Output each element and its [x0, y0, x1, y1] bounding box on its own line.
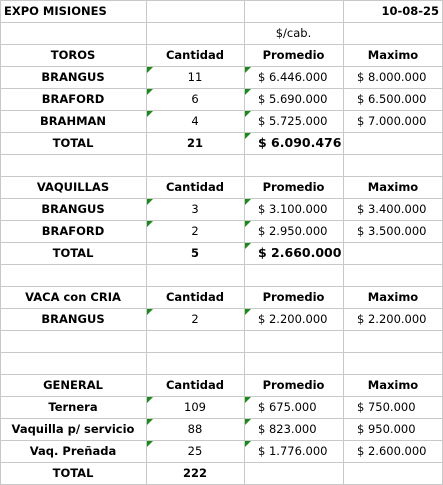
column-header: Promedio: [262, 180, 325, 194]
column-header: Promedio: [262, 378, 325, 392]
total-label: TOTAL: [52, 136, 94, 150]
column-header: Maximo: [367, 48, 419, 62]
column-header: TOROS: [50, 48, 96, 62]
grid-line: [0, 154, 443, 155]
cell-note-marker: [147, 309, 153, 315]
quantity-cell: 4: [191, 114, 199, 128]
total-quantity: 5: [190, 246, 199, 260]
max-price-cell: $ 950.000: [357, 422, 416, 436]
cell-note-marker: [147, 221, 153, 227]
column-header: Cantidad: [165, 378, 225, 392]
quantity-cell: 6: [191, 92, 199, 106]
max-price-cell: $ 3.400.000: [357, 202, 427, 216]
row-label: BRANGUS: [41, 70, 105, 84]
quantity-cell: 3: [191, 202, 199, 216]
cell-note-marker: [147, 419, 153, 425]
quantity-cell: 2: [191, 312, 199, 326]
cell-note-marker: [147, 199, 153, 205]
max-price-cell: $ 750.000: [357, 400, 416, 414]
grid-line: [0, 330, 443, 331]
cell-note-marker: [147, 441, 153, 447]
quantity-cell: 11: [187, 70, 203, 84]
quantity-cell: 25: [187, 444, 203, 458]
total-average: $ 6.090.476: [258, 135, 342, 150]
sheet-title: EXPO MISIONES: [4, 4, 107, 18]
total-label: TOTAL: [52, 246, 94, 260]
average-price-cell: $ 823.000: [258, 422, 317, 436]
grid-line: [0, 0, 443, 1]
max-price-cell: $ 2.200.000: [357, 312, 427, 326]
cell-note-marker: [245, 199, 251, 205]
average-price-cell: $ 2.950.000: [258, 224, 328, 238]
total-average: $ 2.660.000: [258, 245, 342, 260]
average-price-cell: $ 2.200.000: [258, 312, 328, 326]
cell-note-marker: [147, 397, 153, 403]
average-price-cell: $ 5.690.000: [258, 92, 328, 106]
column-header: Maximo: [367, 378, 419, 392]
cell-note-marker: [245, 111, 251, 117]
cell-note-marker: [245, 397, 251, 403]
row-label: BRAFORD: [41, 92, 105, 106]
column-header: Maximo: [367, 180, 419, 194]
cell-note-marker: [245, 309, 251, 315]
cell-note-marker: [245, 419, 251, 425]
column-header: Promedio: [262, 290, 325, 304]
row-label: BRANGUS: [41, 312, 105, 326]
row-label: BRAHMAN: [39, 114, 107, 128]
row-label: Ternera: [48, 400, 98, 414]
average-price-cell: $ 1.776.000: [258, 444, 328, 458]
grid-line: [0, 22, 443, 23]
cell-note-marker: [245, 221, 251, 227]
average-price-cell: $ 6.446.000: [258, 70, 328, 84]
quantity-cell: 88: [187, 422, 203, 436]
average-price-cell: $ 3.100.000: [258, 202, 328, 216]
column-header: VAQUILLAS: [36, 180, 110, 194]
grid-line: [0, 264, 443, 265]
row-label: Vaquilla p/ servicio: [11, 422, 135, 436]
max-price-cell: $ 3.500.000: [357, 224, 427, 238]
average-price-cell: $ 675.000: [258, 400, 317, 414]
max-price-cell: $ 7.000.000: [357, 114, 427, 128]
grid-line: [0, 352, 443, 353]
average-price-cell: $ 5.725.000: [258, 114, 328, 128]
column-header: Maximo: [367, 290, 419, 304]
max-price-cell: $ 8.000.000: [357, 70, 427, 84]
column-header: Promedio: [262, 48, 325, 62]
column-header: GENERAL: [43, 378, 103, 392]
column-header: Cantidad: [165, 290, 225, 304]
cell-note-marker: [147, 67, 153, 73]
max-price-cell: $ 2.600.000: [357, 444, 427, 458]
cell-note-marker: [147, 111, 153, 117]
sheet-date: 10-08-25: [381, 4, 439, 18]
column-header: Cantidad: [165, 48, 225, 62]
column-header: Cantidad: [165, 180, 225, 194]
row-label: Vaq. Preñada: [29, 444, 117, 458]
row-label: BRAFORD: [41, 224, 105, 238]
cell-note-marker: [245, 441, 251, 447]
total-quantity: 222: [182, 466, 207, 480]
cell-note-marker: [245, 89, 251, 95]
cell-note-marker: [245, 243, 251, 249]
row-label: BRANGUS: [41, 202, 105, 216]
cell-note-marker: [245, 67, 251, 73]
total-label: TOTAL: [52, 466, 94, 480]
quantity-cell: 109: [184, 400, 206, 414]
cell-note-marker: [245, 133, 251, 139]
cell-note-marker: [147, 89, 153, 95]
unit-label: $/cab.: [275, 26, 312, 40]
quantity-cell: 2: [191, 224, 199, 238]
max-price-cell: $ 6.500.000: [357, 92, 427, 106]
column-header: VACA con CRIA: [25, 290, 121, 304]
total-quantity: 21: [186, 136, 203, 150]
